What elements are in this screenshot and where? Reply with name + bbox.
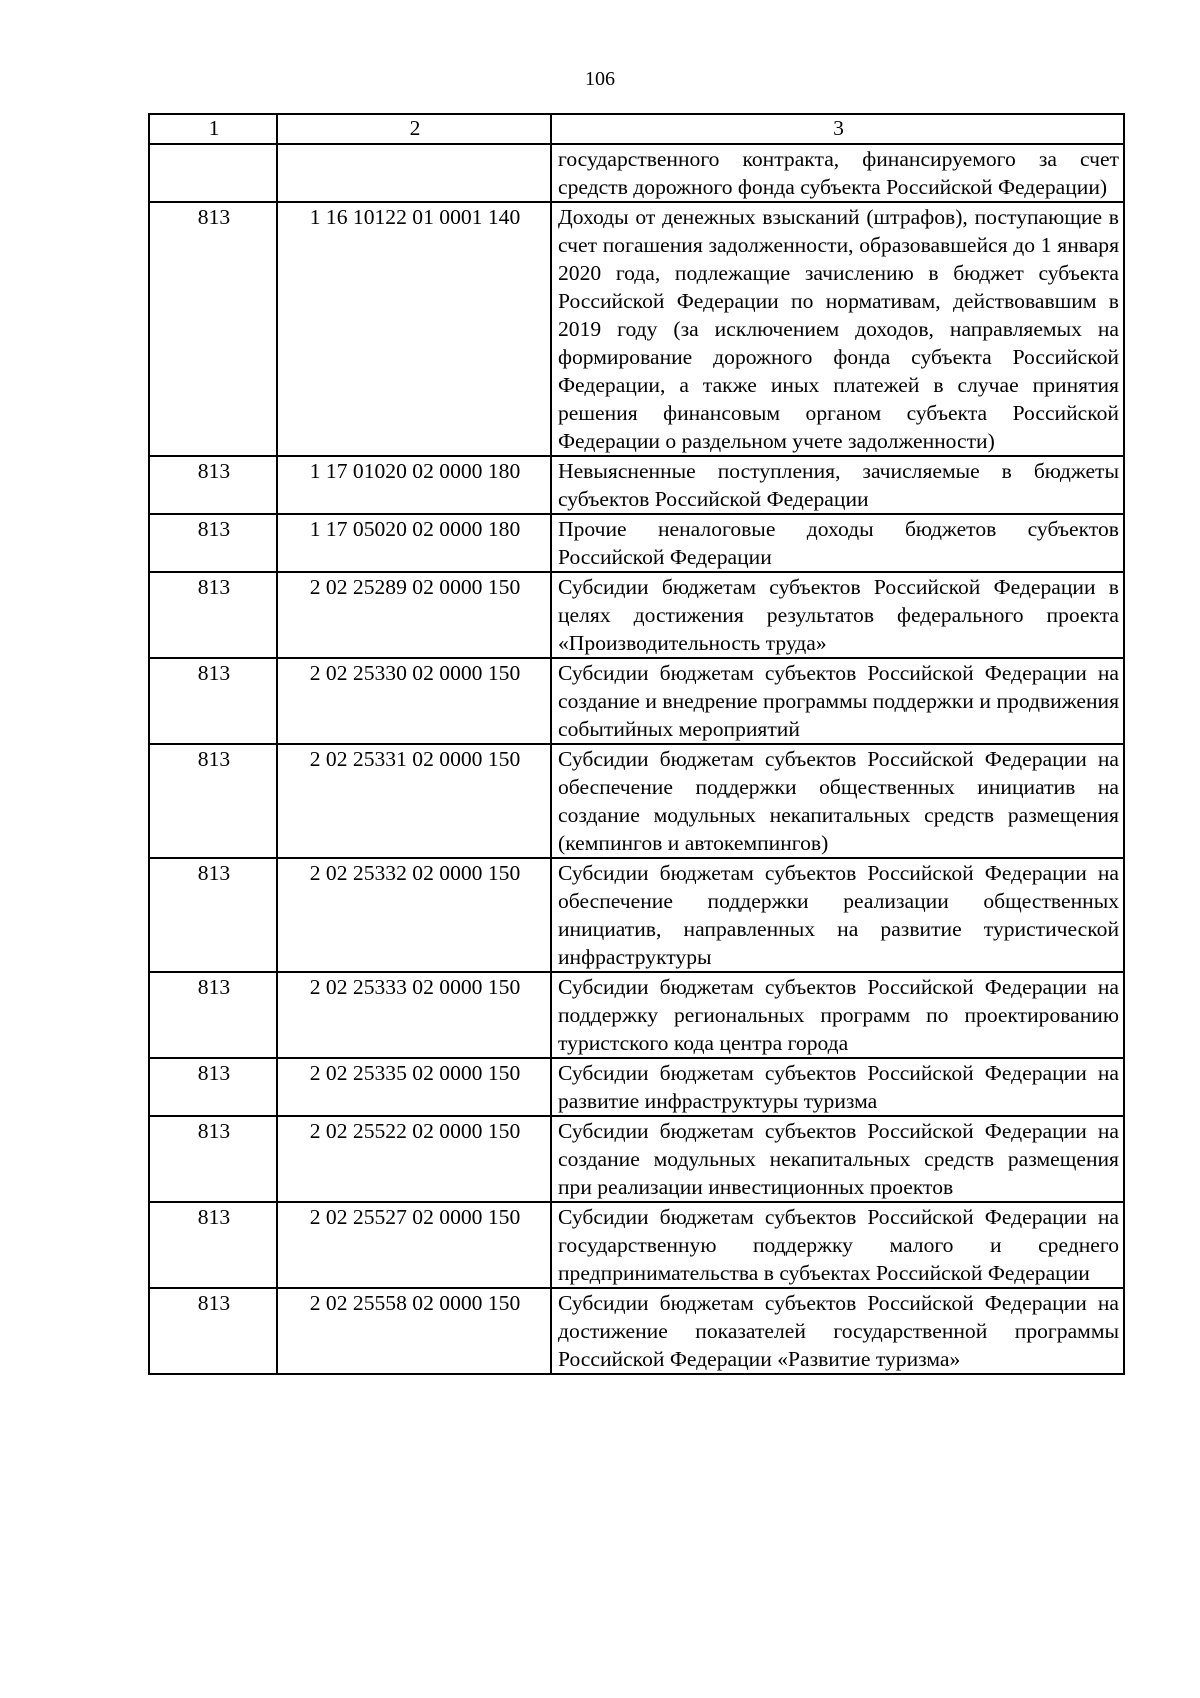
budget-codes-table [148,113,1125,1375]
budget-code-cell: 2 02 25332 02 0000 150 [277,858,551,972]
column-header: 1 [149,114,277,144]
table-row [149,456,1124,514]
description-cell: Субсидии бюджетам субъектов Российской Федерации на поддержку региональных программ по проектированию туристского кода центра города [551,972,1124,1058]
table-row [149,858,1124,972]
table-row [149,744,1124,858]
budget-code-cell: 2 02 25527 02 0000 150 [277,1202,551,1288]
budget-code-cell: 1 16 10122 01 0001 140 [277,202,551,456]
admin-code-cell: 813 [149,744,277,858]
admin-code-cell: 813 [149,456,277,514]
description-cell: Субсидии бюджетам субъектов Российской Федерации на развитие инфраструктуры туризма [551,1058,1124,1116]
table-row [149,144,1124,202]
description-cell: Доходы от денежных взысканий (штрафов), поступающие в счет погашения задолженности, образовавшейся до 1 января 2020 года, подлежащие зачислению в бюджет субъекта Российской Федерации по нормативам, действовавшим в 2019 году (за исключением доходов, направляемых на формирование дорожного фонда субъекта Российской Федерации, а также иных платежей в случае принятия решения финансовым органом субъекта Российской Федерации о раздельном учете задолженности) [551,202,1124,456]
admin-code-cell: 813 [149,658,277,744]
column-header: 3 [551,114,1124,144]
budget-code-cell: 2 02 25335 02 0000 150 [277,1058,551,1116]
budget-code-cell: 1 17 01020 02 0000 180 [277,456,551,514]
description-cell: Прочие неналоговые доходы бюджетов субъектов Российской Федерации [551,514,1124,572]
table-row [149,1116,1124,1202]
budget-code-cell: 2 02 25522 02 0000 150 [277,1116,551,1202]
budget-code-cell [277,144,551,202]
table-row [149,1288,1124,1374]
description-cell: Субсидии бюджетам субъектов Российской Федерации на достижение показателей государственной программы Российской Федерации «Развитие туризма» [551,1288,1124,1374]
admin-code-cell: 813 [149,1202,277,1288]
admin-code-cell: 813 [149,514,277,572]
admin-code-cell: 813 [149,572,277,658]
description-cell: государственного контракта, финансируемого за счет средств дорожного фонда субъекта Российской Федерации) [551,144,1124,202]
budget-code-cell: 2 02 25333 02 0000 150 [277,972,551,1058]
budget-code-cell: 2 02 25331 02 0000 150 [277,744,551,858]
description-cell: Субсидии бюджетам субъектов Российской Федерации в целях достижения результатов федерального проекта «Производительность труда» [551,572,1124,658]
description-cell: Субсидии бюджетам субъектов Российской Федерации на обеспечение поддержки общественных инициатив на создание модульных некапитальных средств размещения (кемпингов и автокемпингов) [551,744,1124,858]
description-cell: Субсидии бюджетам субъектов Российской Федерации на создание модульных некапитальных средств размещения при реализации инвестиционных проектов [551,1116,1124,1202]
admin-code-cell: 813 [149,972,277,1058]
budget-code-cell: 2 02 25558 02 0000 150 [277,1288,551,1374]
table-row [149,514,1124,572]
table-row [149,202,1124,456]
description-cell: Субсидии бюджетам субъектов Российской Федерации на обеспечение поддержки реализации общественных инициатив, направленных на развитие туристической инфраструктуры [551,858,1124,972]
admin-code-cell [149,144,277,202]
admin-code-cell: 813 [149,1116,277,1202]
table-row [149,1058,1124,1116]
budget-code-cell: 2 02 25330 02 0000 150 [277,658,551,744]
table-row [149,1202,1124,1288]
description-cell: Субсидии бюджетам субъектов Российской Федерации на государственную поддержку малого и среднего предпринимательства в субъектах Российской Федерации [551,1202,1124,1288]
table-row [149,658,1124,744]
admin-code-cell: 813 [149,858,277,972]
admin-code-cell: 813 [149,1058,277,1116]
table-body [149,114,1124,1374]
description-cell: Невыясненные поступления, зачисляемые в бюджеты субъектов Российской Федерации [551,456,1124,514]
admin-code-cell: 813 [149,202,277,456]
admin-code-cell: 813 [149,1288,277,1374]
description-cell: Субсидии бюджетам субъектов Российской Федерации на создание и внедрение программы поддержки и продвижения событийных мероприятий [551,658,1124,744]
page-number: 106 [585,68,615,90]
budget-code-cell: 2 02 25289 02 0000 150 [277,572,551,658]
table-row [149,972,1124,1058]
budget-code-cell: 1 17 05020 02 0000 180 [277,514,551,572]
table-row [149,572,1124,658]
column-header: 2 [277,114,551,144]
table-header-row [149,114,1124,144]
